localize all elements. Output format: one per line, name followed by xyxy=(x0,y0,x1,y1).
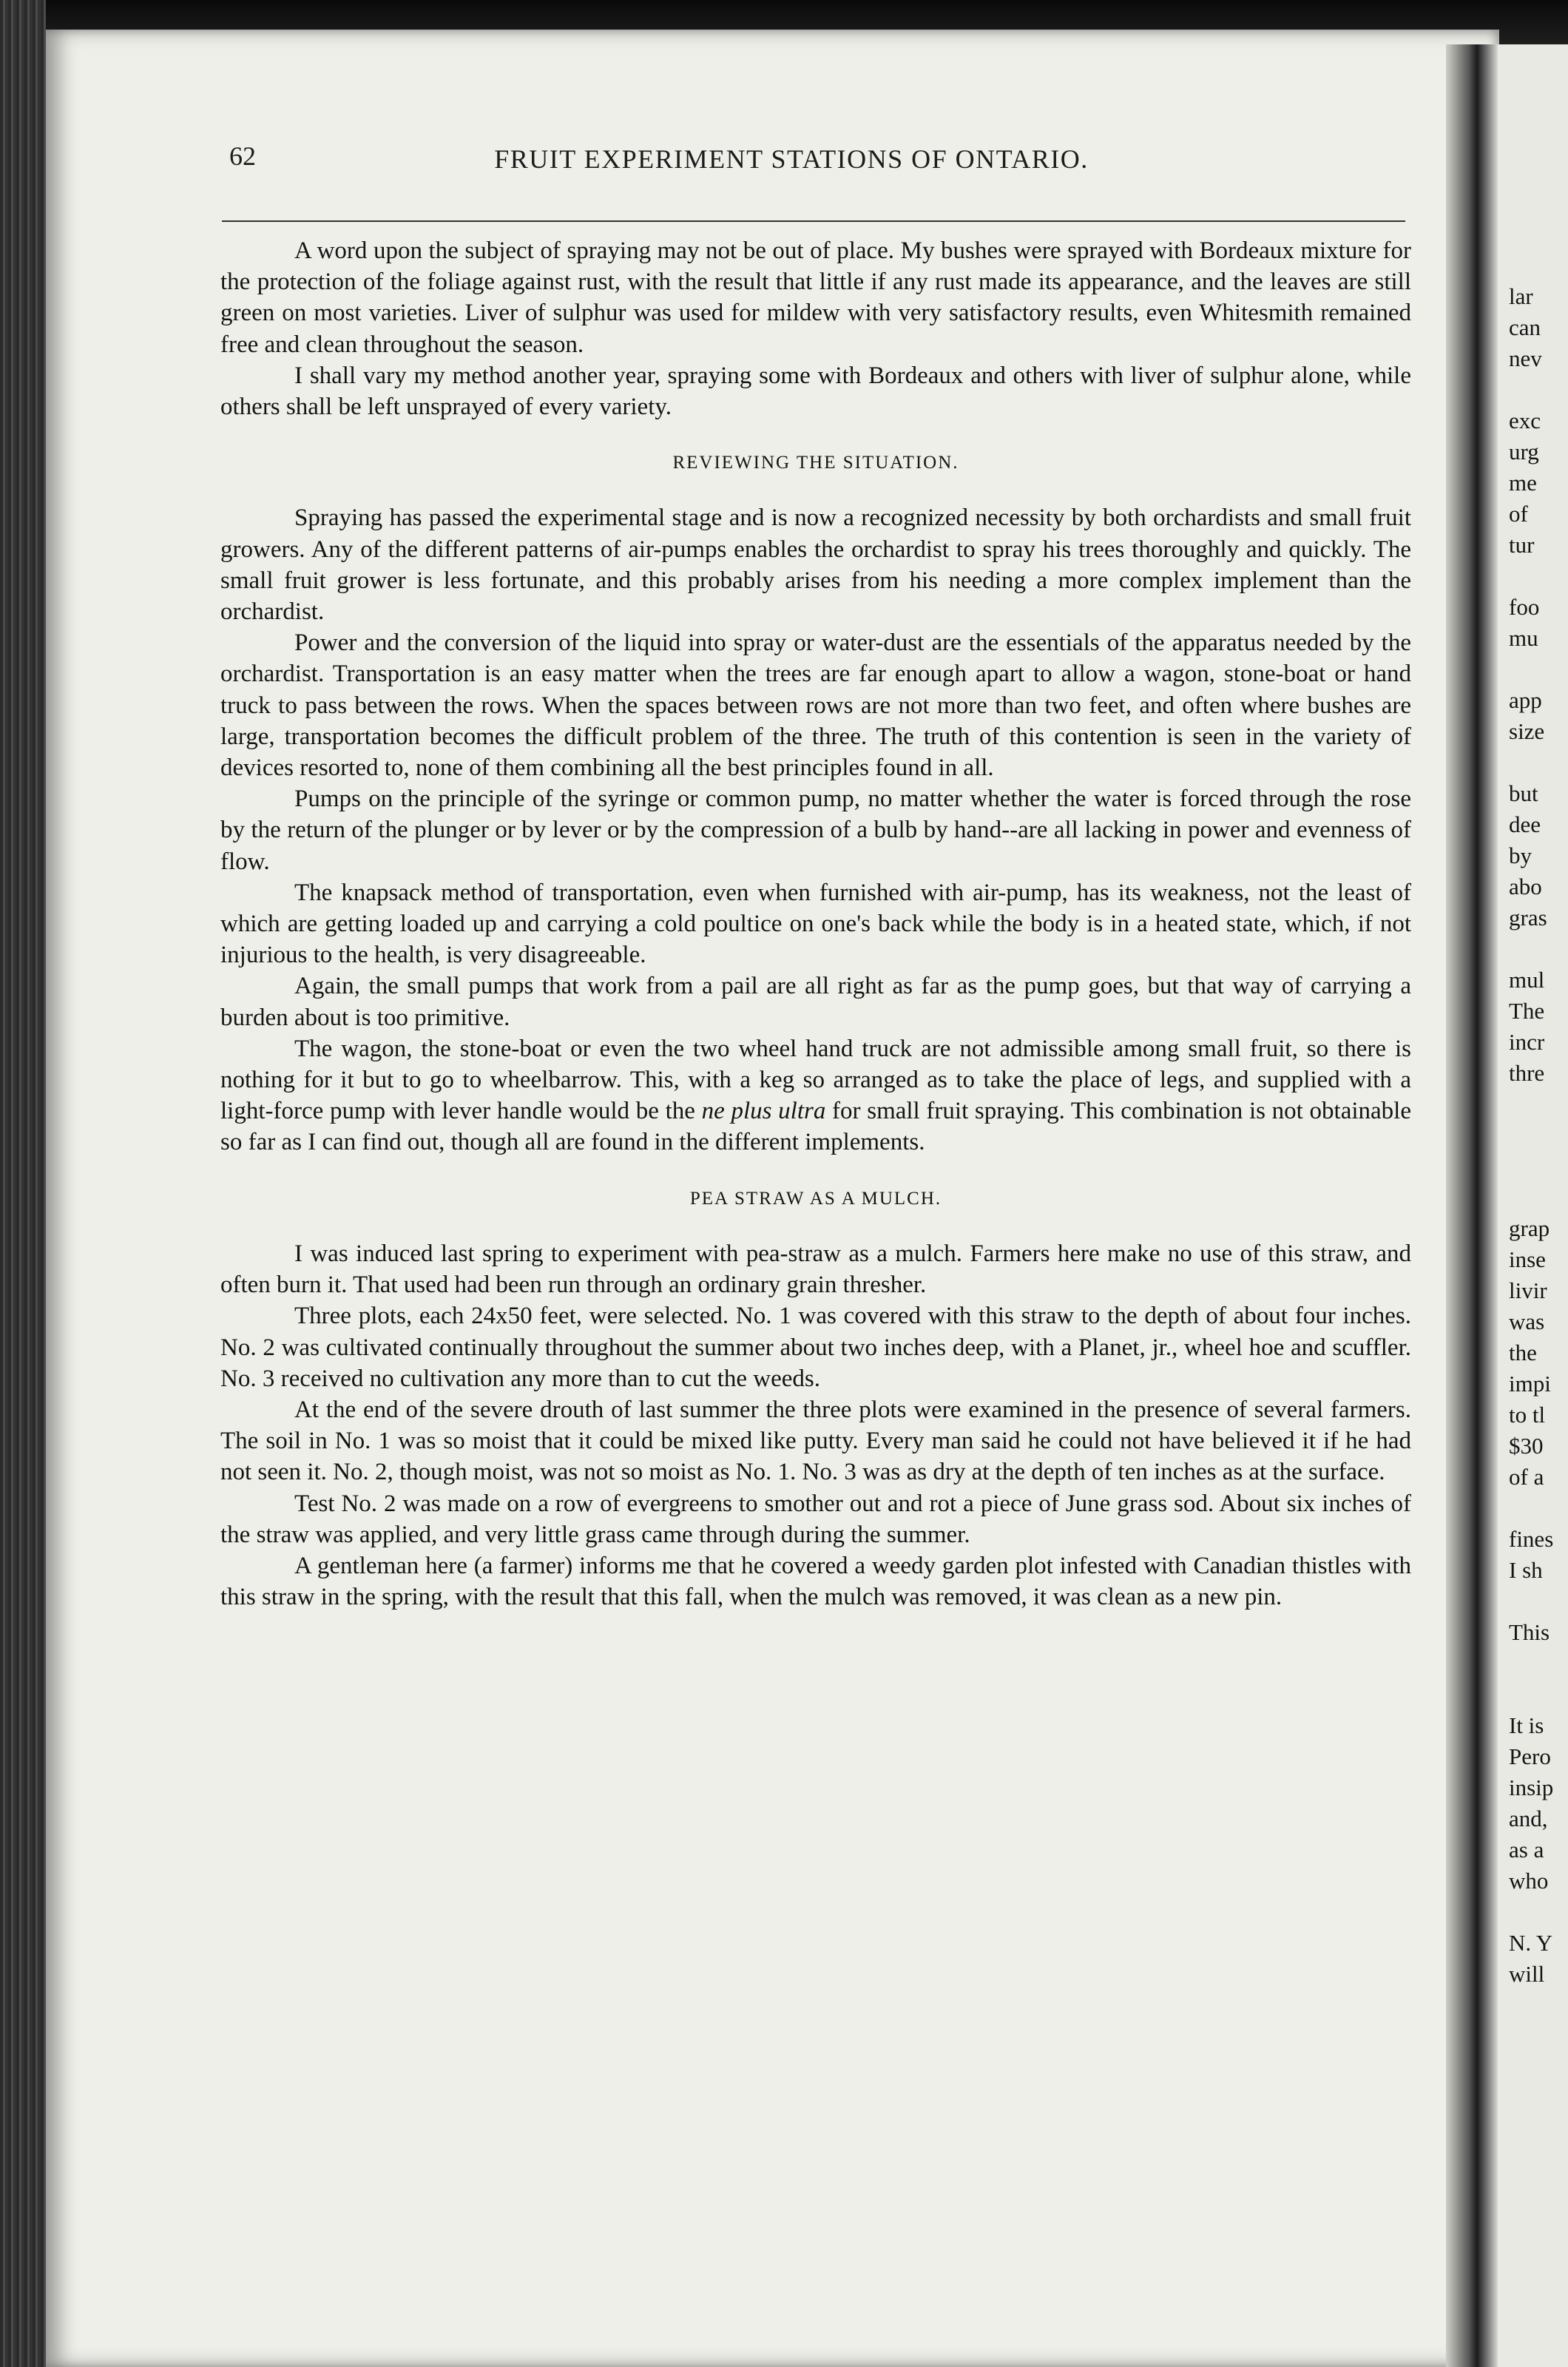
book-page-edges xyxy=(0,0,46,2367)
fragment-line: mu xyxy=(1509,625,1538,651)
fragment-gap xyxy=(1509,747,1568,778)
fragment-gap xyxy=(1509,1648,1568,1679)
fragment-line: of a xyxy=(1509,1464,1544,1490)
fragment-gap xyxy=(1509,1897,1568,1928)
fragment-line: the xyxy=(1509,1340,1537,1365)
fragment-gap xyxy=(1509,1679,1568,1710)
fragment-line: to tl xyxy=(1509,1402,1546,1428)
fragment-line: fines xyxy=(1509,1526,1554,1552)
fragment-line: nev xyxy=(1509,345,1542,371)
fragment-gap xyxy=(1509,933,1568,965)
text-run: for small fruit spraying. This combination is not obtainable so far as I can find out, though all are found in the different implements. xyxy=(220,1098,1412,1156)
fragment-line: urg xyxy=(1509,439,1539,465)
text-run: The wagon, the stone-boat or even the two wheel hand truck are not admissible among small fruit, so there is nothing for it but to go to wheelbarrow. This, with a keg so arranged as to take the place of legs, and supplied with a light-force pump with lever handle would be the xyxy=(220,1035,1411,1125)
fragment-line: N. Y xyxy=(1509,1930,1553,1956)
fragment-line: grap xyxy=(1509,1215,1550,1241)
fragment-gap xyxy=(1509,374,1568,405)
page-header xyxy=(178,141,1405,185)
paragraph: The knapsack method of transportation, even when furnished with air-pump, has its weakness, not the least of which are getting loaded up and carrying a cold poultice on one's back while the body is in a heated state, which, if not injurious to the health, is very disagreeable. xyxy=(220,879,1411,969)
paragraph: I was induced last spring to experiment with pea-straw as a mulch. Farmers here make no use of this straw, and often burn it. That used had been run through an ordinary grain thresher. xyxy=(220,1240,1411,1299)
fragment-gap xyxy=(1509,1089,1568,1120)
fragment-line: dee xyxy=(1509,811,1541,837)
fragment-line: can xyxy=(1509,314,1541,340)
fragment-line: but xyxy=(1509,780,1538,806)
fragment-line: and, xyxy=(1509,1806,1548,1831)
paragraph: Pumps on the principle of the syringe or common pump, no matter whether the water is forced through the rose by the return of the plunger or by lever or by the compression of a bulb by hand--are all lacking in power and evenness of flow. xyxy=(220,786,1411,875)
adjacent-page-fragments xyxy=(1509,281,1568,1990)
paragraph: A gentleman here (a farmer) informs me that he covered a weedy garden plot infested with Canadian thistles with this straw in the spring, with the result that this fall, when the mulch was removed, it was clean as a new pin. xyxy=(220,1552,1411,1611)
fragment-gap xyxy=(1509,654,1568,685)
fragment-gap xyxy=(1509,561,1568,592)
page-body xyxy=(220,235,1411,1613)
paragraph: I shall vary my method another year, spraying some with Bordeaux and others with liver of sulphur alone, while others shall be left unsprayed of every variety. xyxy=(220,362,1411,421)
italic-phrase: ne plus ultra xyxy=(701,1098,826,1125)
fragment-line: me xyxy=(1509,470,1537,496)
fragment-line: lar xyxy=(1509,283,1533,309)
fragment-line: impi xyxy=(1509,1371,1551,1397)
fragment-line: of xyxy=(1509,501,1528,527)
paragraph: Spraying has passed the experimental stage and is now a recognized necessity by both orchardists and small fruit growers. Any of the different patterns of air-pumps enables the orchardist to spray his trees thoroughly and quickly. The small fruit grower is less fortunate, and this probably arises from his needing a more complex implement than the orchardist. xyxy=(220,504,1411,626)
fragment-line: abo xyxy=(1509,874,1542,899)
paragraph: Power and the conversion of the liquid into spray or water-dust are the essentials of the apparatus needed by the orchardist. Transportation is an easy matter when the trees are far enough apart to allow a wagon, stone-boat or hand truck to pass between the rows. When the spaces between rows are not more than two feet, and often where bushes are large, transportation becomes the difficult problem of the three. The truth of this contention is seen in the variety of devices resorted to, none of them combining all the best principles found in all. xyxy=(220,629,1411,782)
fragment-line: livir xyxy=(1509,1277,1547,1303)
fragment-line: insip xyxy=(1509,1775,1554,1800)
fragment-line: by xyxy=(1509,843,1532,868)
fragment-gap xyxy=(1509,1493,1568,1524)
fragment-line: gras xyxy=(1509,905,1547,931)
fragment-line: Pero xyxy=(1509,1743,1551,1769)
header-rule xyxy=(222,220,1405,222)
paragraph: Three plots, each 24x50 feet, were selected. No. 1 was covered with this straw to the depth of about four inches. No. 2 was cultivated continually throughout the summer about two inches deep, with a Planet, jr., wheel hoe and scuffler. No. 3 received no cultivation any more than to cut the weeds. xyxy=(220,1303,1411,1392)
section-heading-pea-straw: PEA STRAW AS A MULCH. xyxy=(689,1188,942,1209)
fragment-line: who xyxy=(1509,1868,1549,1894)
fragment-line: This xyxy=(1509,1619,1550,1645)
paragraph: At the end of the severe drouth of last summer the three plots were examined in the presence of several farmers. The soil in No. 1 was so moist that it could be mixed like putty. Every man said he could not have believed it if he had not seen it. No. 2, though moist, was not so moist as No. 1. No. 3 was as dry at the depth of ten inches as at the surface. xyxy=(220,1396,1411,1486)
fragment-line: It is xyxy=(1509,1712,1544,1738)
fragment-gap xyxy=(1509,1586,1568,1617)
fragment-gap xyxy=(1509,1151,1568,1182)
fragment-gap xyxy=(1509,1182,1568,1213)
page-number: 62 xyxy=(229,141,256,171)
section-heading-reviewing: REVIEWING THE SITUATION. xyxy=(672,453,959,473)
fragment-line: exc xyxy=(1509,408,1541,433)
paragraph: A word upon the subject of spraying may not be out of place. My bushes were sprayed with Bordeaux mixture for the protection of the foliage against rust, with the result that little if any rust made its appearance, and the leaves are still green on most varieties. Liver of sulphur was used for mildew with very satisfactory results, even Whitesmith remained free and clean throughout the season. xyxy=(220,237,1411,358)
fragment-line: The xyxy=(1509,998,1545,1024)
book-gutter xyxy=(1446,44,1498,2367)
fragment-line: size xyxy=(1509,718,1545,744)
fragment-line: will xyxy=(1509,1961,1545,1987)
fragment-line: mul xyxy=(1509,967,1545,993)
paragraph: Again, the small pumps that work from a pail are all right as far as the pump goes, but that way of carrying a burden about is too primitive. xyxy=(220,973,1411,1031)
fragment-line: was xyxy=(1509,1309,1545,1334)
fragment-line: as a xyxy=(1509,1837,1544,1863)
paragraph-wheelbarrow xyxy=(220,1033,1411,1158)
running-title: FRUIT EXPERIMENT STATIONS OF ONTARIO. xyxy=(494,144,1089,174)
fragment-line: app xyxy=(1509,687,1542,713)
fragment-line: inse xyxy=(1509,1246,1546,1272)
paragraph: Test No. 2 was made on a row of evergreens to smother out and rot a piece of June grass sod. About six inches of the straw was applied, and very little grass came through during the summer. xyxy=(220,1490,1411,1548)
fragment-line: incr xyxy=(1509,1029,1545,1055)
fragment-line: I sh xyxy=(1509,1557,1543,1583)
fragment-line: foo xyxy=(1509,594,1540,620)
fragment-line: $30 xyxy=(1509,1433,1544,1459)
fragment-line: tur xyxy=(1509,532,1535,558)
fragment-gap xyxy=(1509,1120,1568,1151)
fragment-line: thre xyxy=(1509,1060,1545,1086)
